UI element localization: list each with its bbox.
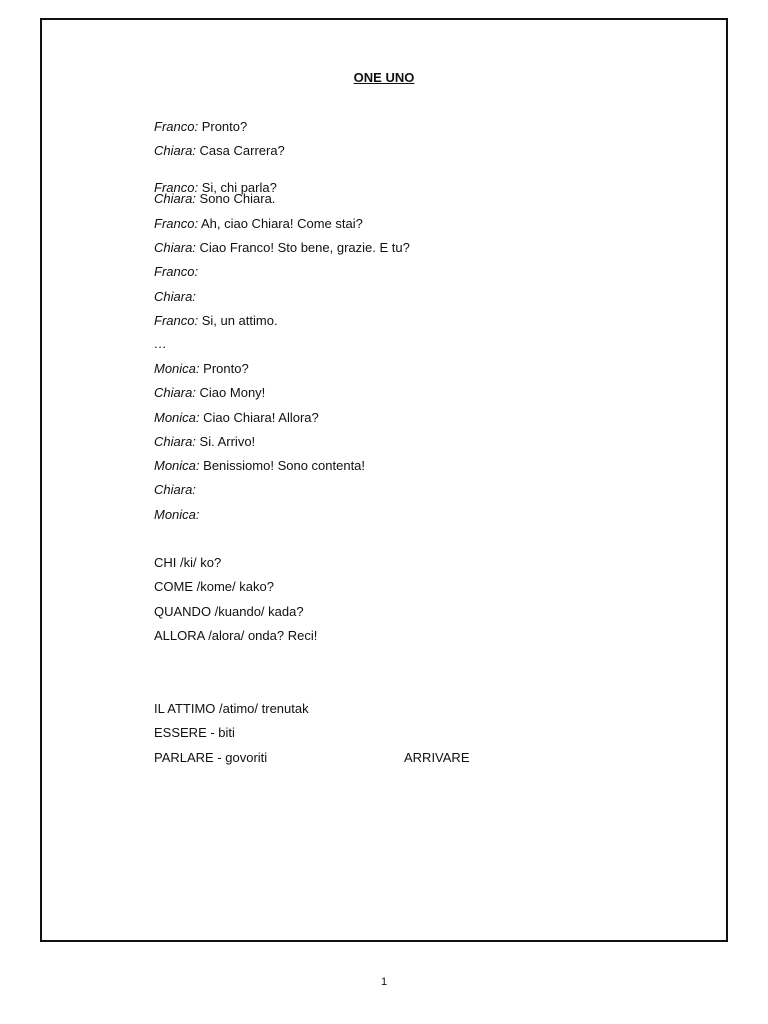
dialogue-line [154,507,200,523]
dialogue-text: Ciao Mony! [195,385,266,400]
dialogue-line [154,264,198,280]
vocab-term-line: ESSERE - biti [154,725,235,740]
dialogue-line [154,191,275,207]
speaker-name: Monica: [154,410,200,425]
speaker-name: Chiara: [154,385,196,400]
dialogue-text: Sono Chiara. [195,191,276,206]
dialogue-text: Si. Arrivo! [195,434,256,449]
dialogue-line [154,385,265,401]
dialogue-line [154,119,247,135]
speaker-name: Franco: [154,216,199,231]
dialogue-text: Pronto? [199,361,249,376]
document-title: ONE UNO [353,70,415,85]
dialogue-line [154,289,196,305]
speaker-name: Monica: [154,507,200,522]
speaker-name: Monica: [154,361,200,376]
dialogue-line [154,143,285,159]
page-number: 1 [380,976,388,988]
ellipsis-marker: … [154,336,167,351]
speaker-name: Chiara: [154,434,196,449]
dialogue-line [154,410,319,426]
dialogue-text: Si, un attimo. [198,313,278,328]
speaker-name: Franco: [154,264,199,279]
speaker-name: Monica: [154,458,200,473]
speaker-name: Chiara: [154,240,196,255]
speaker-name: Chiara: [154,482,196,497]
dialogue-text: Ciao Chiara! Allora? [199,410,319,425]
dialogue-line [154,361,249,377]
speaker-name: Chiara: [154,143,196,158]
speaker-name: Chiara: [154,289,196,304]
dialogue-line [154,240,410,256]
dialogue-text: Pronto? [198,119,248,134]
dialogue-line [154,216,363,232]
dialogue-text: Benissiomo! Sono contenta! [199,458,366,473]
dialogue-line [154,434,255,450]
vocab-question-line: CHI /ki/ ko? [154,555,222,570]
speaker-name: Franco: [154,313,199,328]
speaker-name: Franco: [154,119,199,134]
vocab-question-line: COME /kome/ kako? [154,579,274,594]
page-frame [40,18,728,942]
vocab-term-line: IL ATTIMO /atimo/ trenutak [154,701,309,716]
dialogue-line [154,336,167,352]
dialogue-line [154,313,278,329]
vocab-question-line: ALLORA /alora/ onda? Reci! [154,628,318,643]
dialogue-line [154,458,365,474]
vocab-term-arrivare: ARRIVARE [404,750,470,765]
vocab-question-line: QUANDO /kuando/ kada? [154,604,304,619]
speaker-name: Franco: [154,180,199,195]
dialogue-text: Casa Carrera? [195,143,285,158]
vocab-term-line: PARLARE - govoriti [154,750,268,765]
dialogue-text: Ah, ciao Chiara! Come stai? [198,216,363,231]
speaker-name: Chiara: [154,191,196,206]
dialogue-line [154,482,196,498]
dialogue-text: Ciao Franco! Sto bene, grazie. E tu? [195,240,410,255]
dialogue-text: Si, chi parla? [198,180,277,195]
